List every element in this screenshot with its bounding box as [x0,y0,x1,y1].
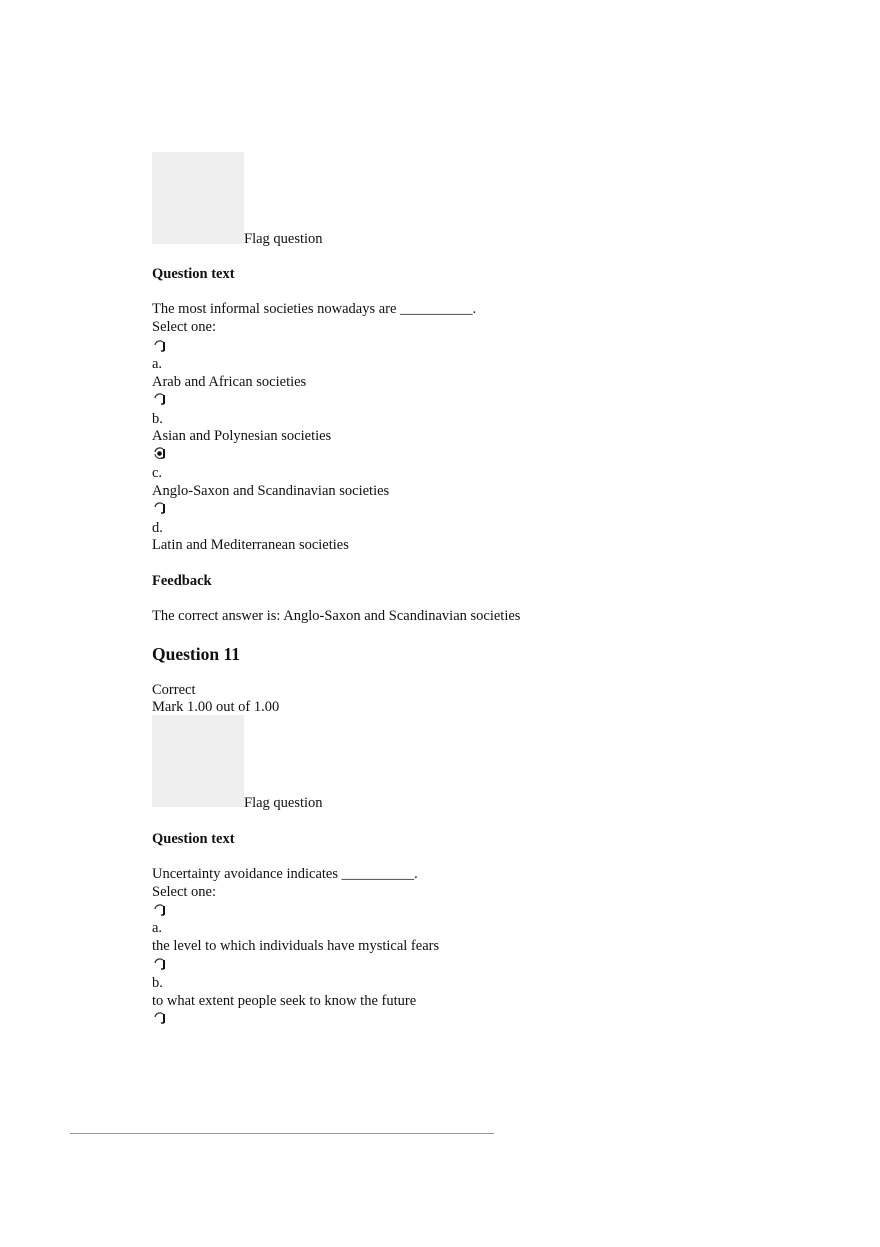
option-a-text[interactable]: the level to which individuals have mystical fears [152,938,440,954]
question-status: Correct [152,682,196,698]
page-footer-divider [70,1133,494,1134]
feedback-text: The correct answer is: Anglo-Saxon and Scandinavian societies [152,608,521,624]
radio-option-c[interactable] [153,1011,167,1025]
question-11-title: Question 11 [152,644,241,664]
question-text-heading: Question text [152,266,235,282]
flag-question-label[interactable]: Flag question [244,795,323,811]
question-prompt: The most informal societies nowadays are __________. [152,301,477,317]
question-text-heading: Question text [152,831,235,847]
radio-option-c-selected[interactable] [153,446,167,460]
option-d-text[interactable]: Latin and Mediterranean societies [152,537,349,553]
flag-question-label[interactable]: Flag question [244,231,323,247]
question-mark: Mark 1.00 out of 1.00 [152,699,280,715]
option-d-letter: d. [152,520,163,536]
option-a-text[interactable]: Arab and African societies [152,374,307,390]
option-a-letter: a. [152,356,163,372]
radio-option-a[interactable] [153,339,167,353]
select-one-label: Select one: [152,884,217,900]
question-prompt: Uncertainty avoidance indicates __________. [152,866,418,882]
flag-image[interactable] [152,715,244,807]
option-b-letter: b. [152,411,163,427]
radio-option-a[interactable] [153,903,167,917]
feedback-heading: Feedback [152,573,212,589]
option-a-letter: a. [152,920,163,936]
option-c-text[interactable]: Anglo-Saxon and Scandinavian societies [152,483,390,499]
radio-option-d[interactable] [153,501,167,515]
option-b-letter: b. [152,975,163,991]
option-b-text[interactable]: Asian and Polynesian societies [152,428,332,444]
radio-option-b[interactable] [153,957,167,971]
select-one-label: Select one: [152,319,217,335]
option-b-text[interactable]: to what extent people seek to know the future [152,993,417,1009]
radio-option-b[interactable] [153,392,167,406]
option-c-letter: c. [152,465,163,481]
flag-image[interactable] [152,152,244,244]
